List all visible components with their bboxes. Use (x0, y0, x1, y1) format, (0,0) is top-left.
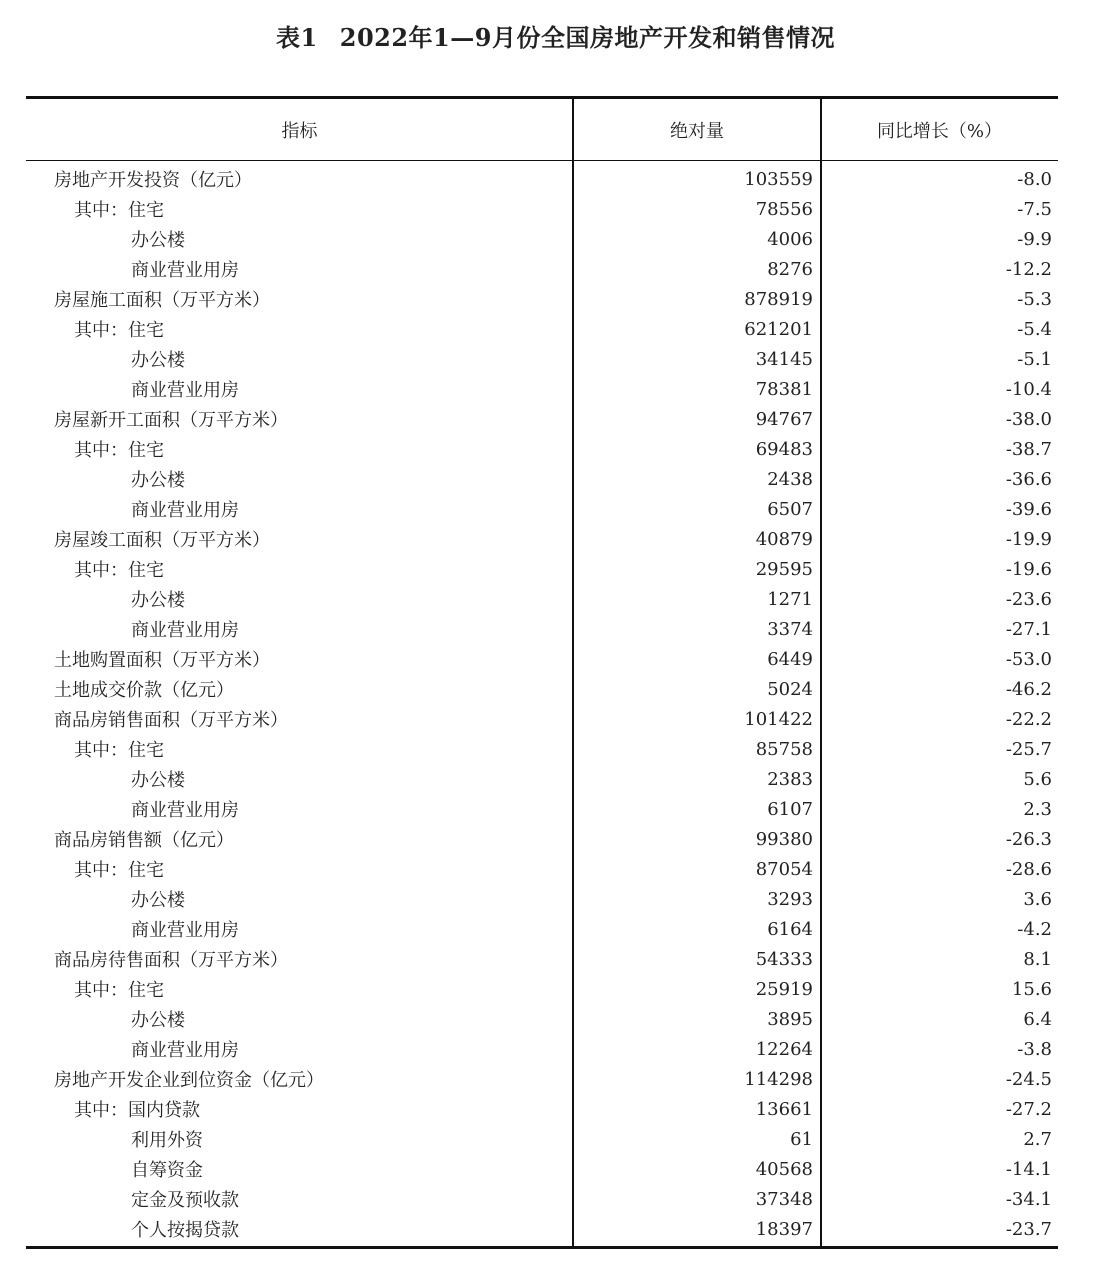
table-row (26, 314, 1058, 344)
absolute-value-cell: 6449 (767, 648, 813, 670)
absolute-value-cell: 54333 (755, 948, 813, 970)
table-row (26, 734, 1058, 764)
indicator-cell: 商业营业用房 (131, 620, 239, 641)
header-absolute-value: 绝对量 (670, 120, 724, 142)
indicator-cell: 商业营业用房 (131, 500, 239, 521)
indicator-cell: 定金及预收款 (131, 1190, 239, 1211)
indicator-cell: 办公楼 (131, 1010, 185, 1031)
indicator-cell: 商业营业用房 (131, 1040, 239, 1061)
absolute-value-cell: 6107 (767, 798, 813, 820)
table-header (26, 99, 1058, 161)
yoy-growth-cell: -10.4 (1005, 378, 1052, 400)
table-row (26, 224, 1058, 254)
table-row (26, 434, 1058, 464)
table-row (26, 854, 1058, 884)
table-row (26, 704, 1058, 734)
absolute-value-cell: 37348 (755, 1188, 813, 1210)
table-row (26, 1094, 1058, 1124)
table-row (26, 464, 1058, 494)
absolute-value-cell: 34145 (755, 348, 813, 370)
indicator-cell: 其中：住宅 (74, 560, 164, 581)
table-row (26, 974, 1058, 1004)
absolute-value-cell: 3293 (767, 888, 813, 910)
indicator-cell: 办公楼 (131, 770, 185, 791)
column-divider (820, 99, 822, 1246)
indicator-cell: 房屋施工面积（万平方米） (54, 290, 270, 311)
indicator-cell: 商业营业用房 (131, 380, 239, 401)
yoy-growth-cell: -4.2 (1017, 918, 1052, 940)
column-divider (572, 99, 574, 1246)
absolute-value-cell: 114298 (744, 1068, 813, 1090)
table-row (26, 794, 1058, 824)
absolute-value-cell: 12264 (755, 1038, 813, 1060)
table-row (26, 1154, 1058, 1184)
table-row (26, 1034, 1058, 1064)
table-title-text: 2022年1—9月份全国房地产开发和销售情况 (339, 23, 835, 52)
table-row (26, 284, 1058, 314)
table-row (26, 1004, 1058, 1034)
absolute-value-cell: 40879 (755, 528, 813, 550)
absolute-value-cell: 85758 (755, 738, 813, 760)
yoy-growth-cell: 15.6 (1011, 978, 1052, 1000)
absolute-value-cell: 40568 (755, 1158, 813, 1180)
absolute-value-cell: 878919 (744, 288, 813, 310)
absolute-value-cell: 87054 (755, 858, 813, 880)
table-body (26, 161, 1058, 1246)
table-row (26, 554, 1058, 584)
indicator-cell: 办公楼 (131, 590, 185, 611)
yoy-growth-cell: -23.6 (1005, 588, 1052, 610)
header-yoy-growth: 同比增长（%） (876, 120, 1003, 142)
yoy-growth-cell: -3.8 (1017, 1038, 1052, 1060)
indicator-cell: 商品房待售面积（万平方米） (54, 950, 288, 971)
indicator-cell: 利用外资 (131, 1130, 203, 1151)
yoy-growth-cell: -8.0 (1017, 168, 1052, 190)
yoy-growth-cell: -27.1 (1005, 618, 1052, 640)
table-row (26, 404, 1058, 434)
absolute-value-cell: 99380 (755, 828, 813, 850)
yoy-growth-cell: -39.6 (1005, 498, 1052, 520)
indicator-cell: 商业营业用房 (131, 920, 239, 941)
table-row (26, 524, 1058, 554)
absolute-value-cell: 29595 (755, 558, 813, 580)
yoy-growth-cell: -25.7 (1005, 738, 1052, 760)
indicator-cell: 土地成交价款（亿元） (54, 680, 234, 701)
absolute-value-cell: 6507 (767, 498, 813, 520)
absolute-value-cell: 3374 (767, 618, 813, 640)
indicator-cell: 房屋新开工面积（万平方米） (54, 410, 288, 431)
table-row (26, 584, 1058, 614)
yoy-growth-cell: -5.4 (1017, 318, 1052, 340)
absolute-value-cell: 18397 (755, 1218, 813, 1240)
table-row (26, 614, 1058, 644)
yoy-growth-cell: 2.7 (1023, 1128, 1052, 1150)
indicator-cell: 办公楼 (131, 350, 185, 371)
yoy-growth-cell: -5.1 (1017, 348, 1052, 370)
yoy-growth-cell: -19.6 (1005, 558, 1052, 580)
table-row (26, 764, 1058, 794)
yoy-growth-cell: -14.1 (1005, 1158, 1052, 1180)
absolute-value-cell: 101422 (744, 708, 813, 730)
yoy-growth-cell: -36.6 (1005, 468, 1052, 490)
indicator-cell: 土地购置面积（万平方米） (54, 650, 270, 671)
yoy-growth-cell: -7.5 (1017, 198, 1052, 220)
table-row (26, 824, 1058, 854)
yoy-growth-cell: 2.3 (1023, 798, 1052, 820)
yoy-growth-cell: -38.0 (1005, 408, 1052, 430)
table-row (26, 1064, 1058, 1094)
absolute-value-cell: 4006 (767, 228, 813, 250)
indicator-cell: 其中：住宅 (74, 980, 164, 1001)
table-row (26, 944, 1058, 974)
yoy-growth-cell: 6.4 (1023, 1008, 1052, 1030)
table-row (26, 194, 1058, 224)
indicator-cell: 房地产开发企业到位资金（亿元） (54, 1070, 324, 1091)
yoy-growth-cell: -24.5 (1005, 1068, 1052, 1090)
indicator-cell: 其中：国内贷款 (74, 1100, 200, 1121)
yoy-growth-cell: -38.7 (1005, 438, 1052, 460)
yoy-growth-cell: -26.3 (1005, 828, 1052, 850)
yoy-growth-cell: -19.9 (1005, 528, 1052, 550)
table-row (26, 374, 1058, 404)
table-row (26, 674, 1058, 704)
absolute-value-cell: 78556 (755, 198, 813, 220)
indicator-cell: 商品房销售面积（万平方米） (54, 710, 288, 731)
yoy-growth-cell: -28.6 (1005, 858, 1052, 880)
absolute-value-cell: 5024 (767, 678, 813, 700)
absolute-value-cell: 8276 (767, 258, 813, 280)
indicator-cell: 其中：住宅 (74, 860, 164, 881)
yoy-growth-cell: 5.6 (1023, 768, 1052, 790)
table-row (26, 644, 1058, 674)
header-indicator: 指标 (281, 120, 318, 142)
yoy-growth-cell: -22.2 (1005, 708, 1052, 730)
indicator-cell: 办公楼 (131, 890, 185, 911)
absolute-value-cell: 6164 (767, 918, 813, 940)
absolute-value-cell: 25919 (755, 978, 813, 1000)
yoy-growth-cell: -27.2 (1005, 1098, 1052, 1120)
absolute-value-cell: 621201 (744, 318, 813, 340)
indicator-cell: 个人按揭贷款 (131, 1220, 239, 1241)
indicator-cell: 其中：住宅 (74, 740, 164, 761)
absolute-value-cell: 69483 (755, 438, 813, 460)
indicator-cell: 办公楼 (131, 470, 185, 491)
table-row (26, 884, 1058, 914)
table-number: 表1 (276, 23, 318, 52)
indicator-cell: 商品房销售额（亿元） (54, 830, 234, 851)
yoy-growth-cell: -46.2 (1005, 678, 1052, 700)
yoy-growth-cell: -34.1 (1005, 1188, 1052, 1210)
indicator-cell: 自筹资金 (131, 1160, 203, 1181)
absolute-value-cell: 78381 (755, 378, 813, 400)
absolute-value-cell: 2438 (767, 468, 813, 490)
indicator-cell: 房屋竣工面积（万平方米） (54, 530, 270, 551)
absolute-value-cell: 1271 (767, 588, 813, 610)
indicator-cell: 商业营业用房 (131, 800, 239, 821)
yoy-growth-cell: -5.3 (1017, 288, 1052, 310)
indicator-cell: 其中：住宅 (74, 200, 164, 221)
yoy-growth-cell: -9.9 (1017, 228, 1052, 250)
table-row (26, 164, 1058, 194)
absolute-value-cell: 94767 (755, 408, 813, 430)
table-row (26, 344, 1058, 374)
table-row (26, 914, 1058, 944)
table-title (0, 18, 1111, 53)
table-row (26, 1214, 1058, 1244)
absolute-value-cell: 103559 (744, 168, 813, 190)
yoy-growth-cell: 3.6 (1023, 888, 1052, 910)
yoy-growth-cell: -53.0 (1005, 648, 1052, 670)
absolute-value-cell: 2383 (767, 768, 813, 790)
yoy-growth-cell: -23.7 (1005, 1218, 1052, 1240)
indicator-cell: 其中：住宅 (74, 320, 164, 341)
indicator-cell: 商业营业用房 (131, 260, 239, 281)
indicator-cell: 其中：住宅 (74, 440, 164, 461)
table-row (26, 494, 1058, 524)
table-row (26, 1184, 1058, 1214)
data-table (26, 96, 1058, 1249)
table-row (26, 1124, 1058, 1154)
indicator-cell: 房地产开发投资（亿元） (54, 170, 252, 191)
indicator-cell: 办公楼 (131, 230, 185, 251)
absolute-value-cell: 61 (790, 1128, 813, 1150)
table-row (26, 254, 1058, 284)
absolute-value-cell: 13661 (755, 1098, 813, 1120)
absolute-value-cell: 3895 (767, 1008, 813, 1030)
yoy-growth-cell: -12.2 (1005, 258, 1052, 280)
yoy-growth-cell: 8.1 (1023, 948, 1052, 970)
